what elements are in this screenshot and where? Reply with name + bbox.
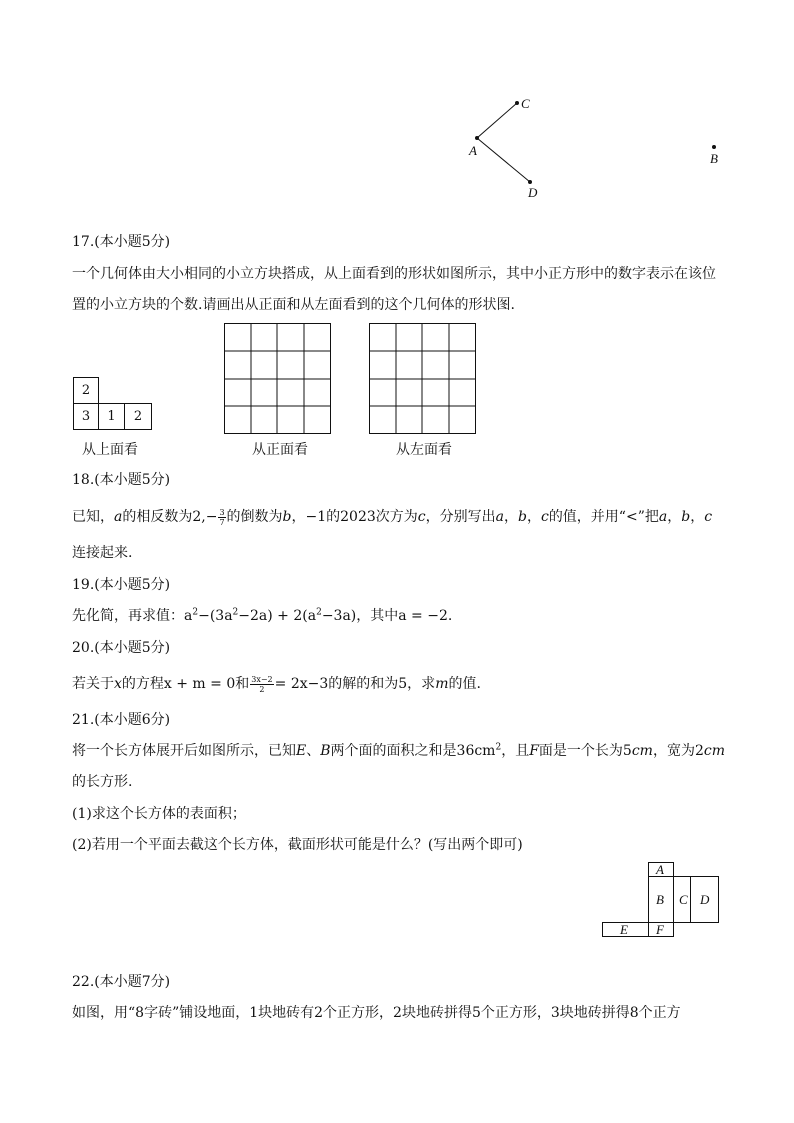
q18-text-line1: 已知，a的相反数为2,− $\frac{3}{7}$ 的倒数为b，−1的2023次方为c，分别写出a，b，c的值，并用“<”把a，b，c [72,507,713,527]
q21-heading: 21.(本小题6分) [72,712,171,728]
top-view-cell: 2 [73,377,99,404]
q18-heading: 18.(本小题5分) [72,472,171,488]
q17-heading: 17.(本小题5分) [72,234,171,250]
geometry-figure [450,90,740,205]
q18-text-line2: 连接起来. [72,545,133,561]
segment-ad [477,138,530,182]
net-label-a: A [656,862,664,877]
point-d [528,180,532,184]
q22-text-line1: 如图，用“8字砖”铺设地面，1块地砖有2个正方形，2块地砖拼得5个正方形，3块地砖拼得8个正方 [72,1005,681,1021]
q17-text-line2: 置的小立方块的个数.请画出从正面和从左面看到的这个几何体的形状图. [72,297,515,313]
label-a: A [469,143,477,158]
point-b [712,145,716,149]
label-d: D [528,185,538,200]
q17-text-line1: 一个几何体由大小相同的小立方块搭成，从上面看到的形状如图所示，其中小正方形中的数字表示在该位 [72,266,716,282]
caption-top-view: 从上面看 [82,442,138,458]
point-c [515,101,519,105]
q20-text: 若关于x的方程x + m = 0和 $\frac{3x-2}{2}$ = 2x−3的解的和为5，求m的值. [72,674,481,694]
net-label-f: F [656,922,664,937]
net-label-c: C [679,892,688,907]
label-c: C [521,96,530,111]
caption-left-view: 从左面看 [396,442,452,458]
front-view-grid [224,323,332,435]
net-label-b: B [656,892,664,907]
q21-text-line2: 的长方形. [72,774,133,790]
fraction-3-7: $\frac{3}{7}$ [219,507,225,527]
top-view-cell: 1 [98,403,125,430]
label-b: B [710,151,718,166]
left-view-grid [369,323,477,435]
fraction-3x-2-over-2: $\frac{3x-2}{2}$ [251,674,273,694]
net-label-e: E [620,922,628,937]
point-a [475,136,479,140]
q19-text: 先化简，再求值：$a^2-(3a^2-2a) + 2(a^2-3a)$，其中a = −2. [72,607,453,624]
q21-text-line1: 将一个长方体展开后如图所示，已知E、B两个面的面积之和是$36cm^2$，且F面是一个长为5cm，宽为2cm [72,742,726,759]
net-label-d: D [700,892,710,907]
q19-heading: 19.(本小题5分) [72,577,171,593]
q20-heading: 20.(本小题5分) [72,640,171,656]
top-view-cell: 3 [73,403,99,430]
q21-part2: (2)若用一个平面去截这个长方体，截面形状可能是什么？(写出两个即可) [72,837,523,853]
caption-front-view: 从正面看 [252,442,308,458]
top-view-cell: 2 [124,403,152,430]
q22-heading: 22.(本小题7分) [72,974,171,990]
segment-ac [477,103,517,138]
q21-part1: (1)求这个长方体的表面积； [72,806,246,822]
